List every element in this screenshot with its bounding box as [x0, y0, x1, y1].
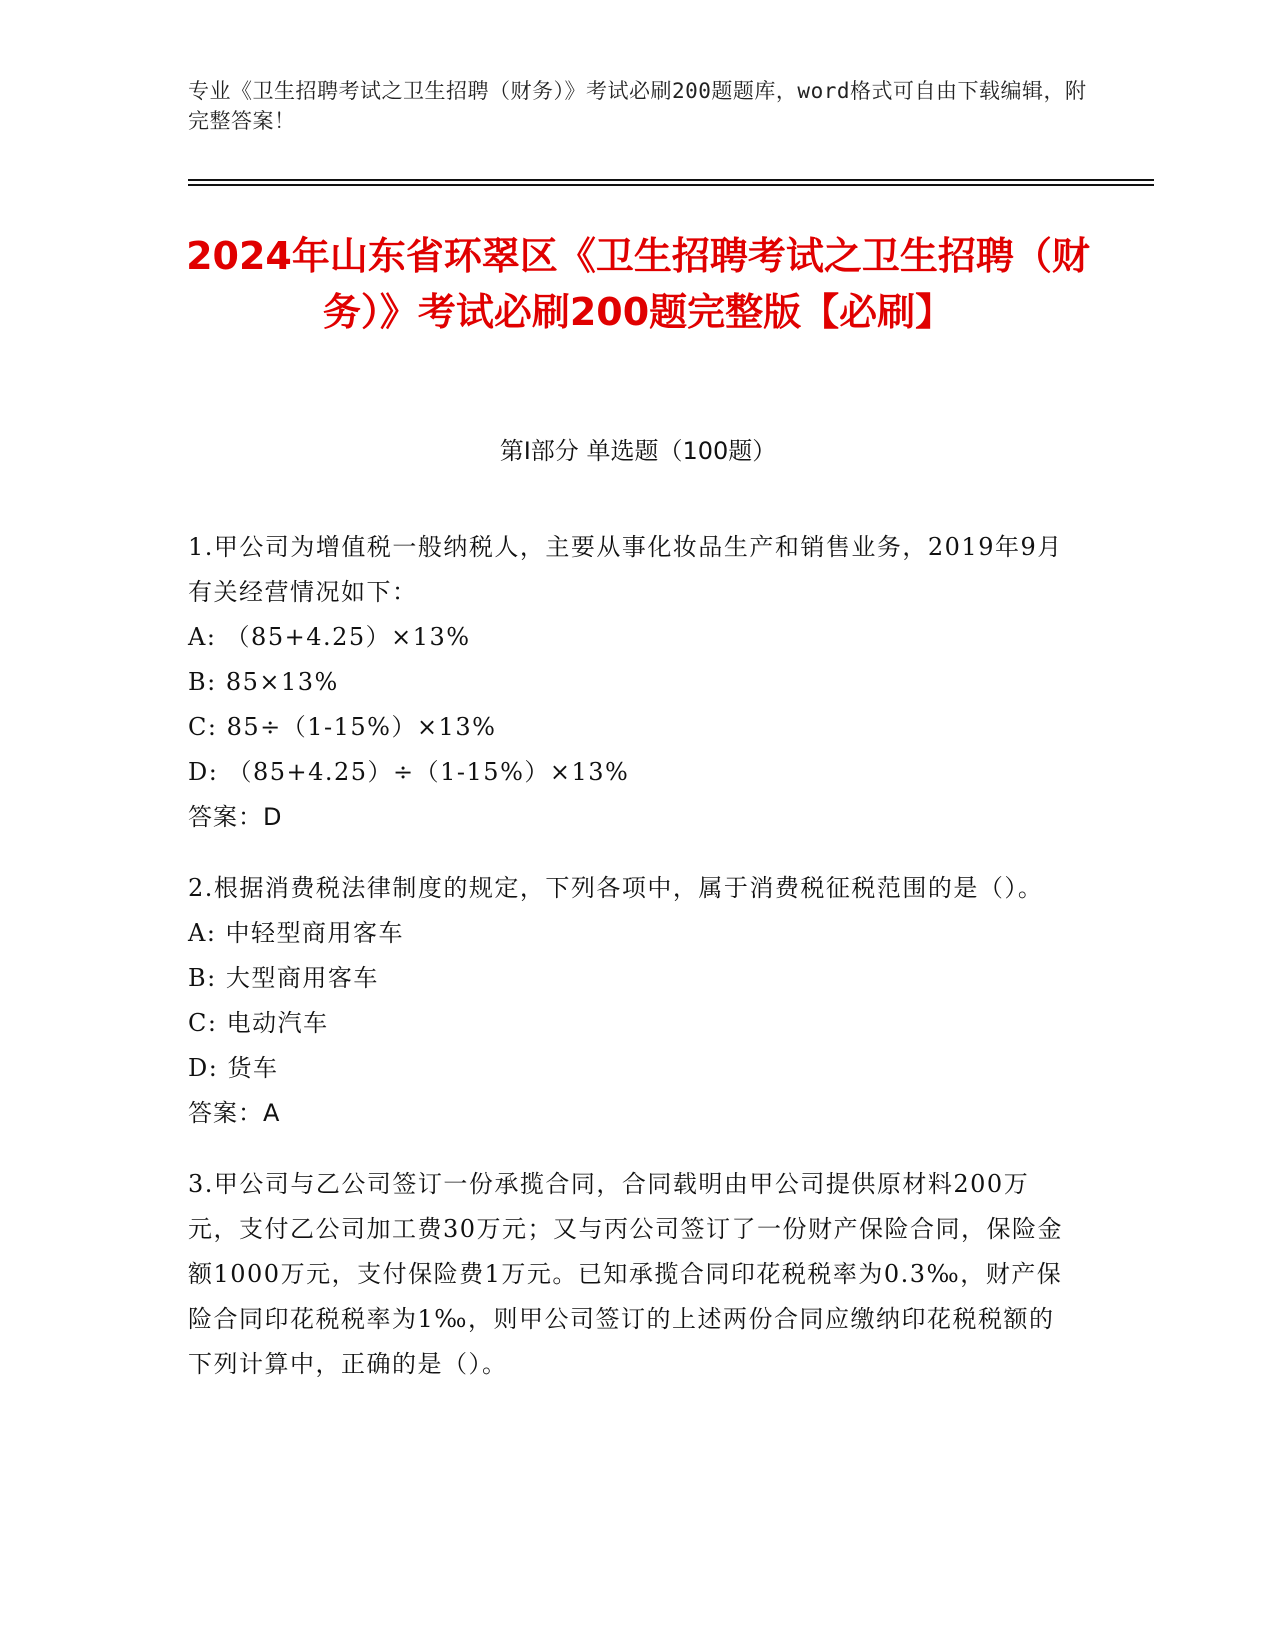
question-stem: 1.甲公司为增值税一般纳税人，主要从事化妆品生产和销售业务，2019年9月有关经营情况如下：: [188, 533, 1063, 606]
option-d: D: 货车: [188, 1054, 279, 1082]
section-heading: 第Ⅰ部分 单选题（100题）: [499, 437, 777, 465]
document-title: 2024年山东省环翠区《卫生招聘考试之卫生招聘（财务）》考试必刷200题完整版【必刷】: [186, 234, 1090, 334]
question-1: [188, 525, 1068, 840]
answer: 答案：A: [188, 1099, 281, 1127]
header-rule-bottom: [188, 184, 1154, 186]
answer: 答案：D: [188, 803, 283, 831]
option-b: B: 大型商用客车: [188, 964, 379, 992]
option-c: C: 85÷（1-15%）×13%: [188, 713, 497, 741]
question-list: [188, 525, 1068, 1413]
question-3: [188, 1162, 1068, 1387]
question-2: [188, 866, 1068, 1136]
option-d: D: （85+4.25）÷（1-15%）×13%: [188, 758, 630, 786]
header-rule-top: [188, 179, 1154, 181]
question-stem: 3.甲公司与乙公司签订一份承揽合同，合同载明由甲公司提供原材料200万元，支付乙公司加工费30万元；又与丙公司签订了一份财产保险合同，保险金额1000万元，支付保险费1万元。已知承揽合同印花税税率为0.3‰，财产保险合同印花税税率为1‰，则甲公司签订的上述两份合同应缴纳印花税税额的下列计算中，正确的是（）。: [188, 1170, 1064, 1378]
question-stem: 2.根据消费税法律制度的规定，下列各项中，属于消费税征税范围的是（）。: [188, 874, 1044, 902]
header-note: 专业《卫生招聘考试之卫生招聘（财务）》考试必刷200题题库，word格式可自由下载编辑，附完整答案！: [188, 79, 1087, 133]
option-a: A: 中轻型商用客车: [188, 919, 405, 947]
option-c: C: 电动汽车: [188, 1009, 329, 1037]
option-b: B: 85×13%: [188, 668, 339, 696]
option-a: A: （85+4.25）×13%: [188, 623, 471, 651]
